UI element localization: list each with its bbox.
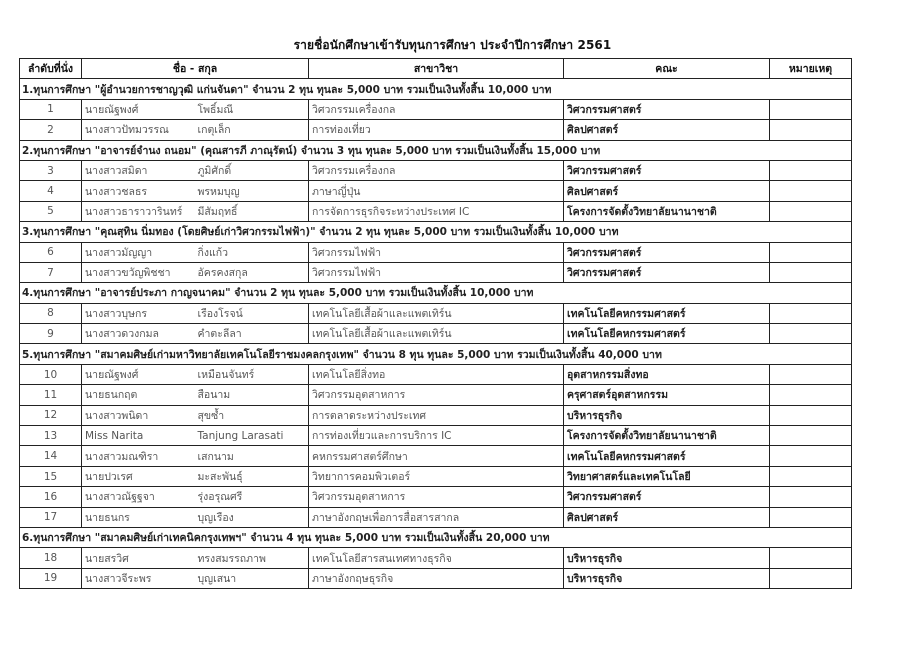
header-row (20, 59, 852, 79)
last-name: Tanjung Larasati (195, 426, 309, 446)
note (770, 120, 852, 140)
seat-number: 19 (20, 568, 82, 588)
last-name: อัครคงสกุล (195, 262, 309, 282)
seat-number: 17 (20, 507, 82, 527)
first-name: นายสรวิศ (82, 548, 195, 568)
table-row (20, 99, 852, 119)
group-heading-row (20, 344, 852, 364)
first-name: นางสาวมณฑิรา (82, 446, 195, 466)
faculty: ครุศาสตร์อุตสาหกรรม (564, 385, 770, 405)
faculty: วิทยาศาสตร์และเทคโนโลยี (564, 466, 770, 486)
note (770, 385, 852, 405)
first-name: นายปวเรศ (82, 466, 195, 486)
field-of-study: การจัดการธุรกิจระหว่างประเทศ IC (309, 201, 564, 221)
table-row (20, 242, 852, 262)
header-no: ลำดับที่นั่ง (20, 59, 82, 79)
group-heading-row (20, 140, 852, 160)
faculty: ศิลปศาสตร์ (564, 181, 770, 201)
table-row (20, 507, 852, 527)
seat-number: 6 (20, 242, 82, 262)
table-row (20, 160, 852, 180)
faculty: เทคโนโลยีคหกรรมศาสตร์ (564, 303, 770, 323)
field-of-study: การท่องเที่ยว (309, 120, 564, 140)
seat-number: 8 (20, 303, 82, 323)
last-name: มะสะพันธุ์ (195, 466, 309, 486)
seat-number: 18 (20, 548, 82, 568)
last-name: กิ่งแก้ว (195, 242, 309, 262)
table-row (20, 405, 852, 425)
first-name: นางสาวมัญญา (82, 242, 195, 262)
field-of-study: วิศวกรรมเครื่องกล (309, 160, 564, 180)
faculty: เทคโนโลยีคหกรรมศาสตร์ (564, 324, 770, 344)
seat-number: 13 (20, 426, 82, 446)
note (770, 99, 852, 119)
faculty: โครงการจัดตั้งวิทยาลัยนานาชาติ (564, 201, 770, 221)
scholarship-table (19, 58, 852, 589)
group-heading-row (20, 79, 852, 99)
note (770, 303, 852, 323)
note (770, 548, 852, 568)
note (770, 507, 852, 527)
note (770, 160, 852, 180)
faculty: เทคโนโลยีคหกรรมศาสตร์ (564, 446, 770, 466)
table-row (20, 487, 852, 507)
field-of-study: วิศวกรรมไฟฟ้า (309, 242, 564, 262)
last-name: บุญเรือง (195, 507, 309, 527)
seat-number: 2 (20, 120, 82, 140)
last-name: ภูมิศักดิ์ (195, 160, 309, 180)
table-row (20, 201, 852, 221)
table-row (20, 364, 852, 384)
table-row (20, 262, 852, 282)
seat-number: 4 (20, 181, 82, 201)
first-name: นายธนกฤต (82, 385, 195, 405)
seat-number: 1 (20, 99, 82, 119)
first-name: นางสาวดวงกมล (82, 324, 195, 344)
first-name: นางสาวสมิดา (82, 160, 195, 180)
field-of-study: ภาษาอังกฤษธุรกิจ (309, 568, 564, 588)
group-heading: 5.ทุนการศึกษา "สมาคมศิษย์เก่ามหาวิทยาลัยเทคโนโลยีราชมงคลกรุงเทพ" จำนวน 8 ทุน ทุนละ 5,000 บาท รวมเป็นเงินทั้งสิ้น 40,000 บาท (20, 344, 852, 364)
field-of-study: เทคโนโลยีสารสนเทศทางธุรกิจ (309, 548, 564, 568)
field-of-study: วิศวกรรมเครื่องกล (309, 99, 564, 119)
field-of-study: ภาษาญี่ปุ่น (309, 181, 564, 201)
header-field: สาขาวิชา (309, 59, 564, 79)
first-name: Miss Narita (82, 426, 195, 446)
table-row (20, 303, 852, 323)
seat-number: 9 (20, 324, 82, 344)
note (770, 405, 852, 425)
first-name: นางสาวปัทมวรรณ (82, 120, 195, 140)
header-faculty: คณะ (564, 59, 770, 79)
page-title: รายชื่อนักศึกษาเข้ารับทุนการศึกษา ประจำปีการศึกษา 2561 (293, 38, 612, 52)
last-name: รุ่งอรุณศรี (195, 487, 309, 507)
first-name: นางสาวณัฐฐจา (82, 487, 195, 507)
group-heading: 3.ทุนการศึกษา "คุณสุทิน นิ่มทอง (โดยศิษย์เก่าวิศวกรรมไฟฟ้า)" จำนวน 2 ทุน ทุนละ 5,000 บาท รวมเป็นเงินทั้งสิ้น 10,000 บาท (20, 222, 852, 242)
table-row (20, 324, 852, 344)
last-name: บุญเสนา (195, 568, 309, 588)
table-row (20, 426, 852, 446)
note (770, 262, 852, 282)
first-name: นางสาวจีระพร (82, 568, 195, 588)
seat-number: 3 (20, 160, 82, 180)
seat-number: 5 (20, 201, 82, 221)
first-name: นางสาวธาราวารินทร์ (82, 201, 195, 221)
seat-number: 14 (20, 446, 82, 466)
group-heading: 4.ทุนการศึกษา "อาจารย์ประภา กาญจนาคม" จำนวน 2 ทุน ทุนละ 5,000 บาท รวมเป็นเงินทั้งสิ้น 10,000 บาท (20, 283, 852, 303)
field-of-study: เทคโนโลยีเสื้อผ้าและแพตเทิร์น (309, 324, 564, 344)
last-name: เกตุเล็ก (195, 120, 309, 140)
first-name: นางสาวพนิดา (82, 405, 195, 425)
faculty: ศิลปศาสตร์ (564, 507, 770, 527)
note (770, 201, 852, 221)
table-row (20, 120, 852, 140)
group-heading: 6.ทุนการศึกษา "สมาคมศิษย์เก่าเทคนิคกรุงเทพฯ" จำนวน 4 ทุน ทุนละ 5,000 บาท รวมเป็นเงินทั้งสิ้น 20,000 บาท (20, 527, 852, 547)
faculty: บริหารธุรกิจ (564, 568, 770, 588)
first-name: นางสาวบุษกร (82, 303, 195, 323)
last-name: คำตะลีลา (195, 324, 309, 344)
table-row (20, 568, 852, 588)
field-of-study: วิทยาการคอมพิวเตอร์ (309, 466, 564, 486)
first-name: นางสาวชลธร (82, 181, 195, 201)
note (770, 364, 852, 384)
field-of-study: วิศวกรรมอุตสาหการ (309, 385, 564, 405)
note (770, 426, 852, 446)
note (770, 446, 852, 466)
note (770, 466, 852, 486)
faculty: วิศวกรรมศาสตร์ (564, 487, 770, 507)
seat-number: 16 (20, 487, 82, 507)
field-of-study: คหกรรมศาสตร์ศึกษา (309, 446, 564, 466)
seat-number: 11 (20, 385, 82, 405)
field-of-study: ภาษาอังกฤษเพื่อการสื่อสารสากล (309, 507, 564, 527)
table-row (20, 548, 852, 568)
faculty: อุตสาหกรรมสิ่งทอ (564, 364, 770, 384)
field-of-study: วิศวกรรมอุตสาหการ (309, 487, 564, 507)
seat-number: 7 (20, 262, 82, 282)
header-name: ชื่อ - สกุล (82, 59, 309, 79)
first-name: นางสาวขวัญพิชชา (82, 262, 195, 282)
note (770, 242, 852, 262)
field-of-study: เทคโนโลยีเสื้อผ้าและแพตเทิร์น (309, 303, 564, 323)
faculty: โครงการจัดตั้งวิทยาลัยนานาชาติ (564, 426, 770, 446)
seat-number: 12 (20, 405, 82, 425)
last-name: เสกนาม (195, 446, 309, 466)
faculty: ศิลปศาสตร์ (564, 120, 770, 140)
group-heading: 1.ทุนการศึกษา "ผู้อำนวยการชาญวุฒิ แก่นจันดา" จำนวน 2 ทุน ทุนละ 5,000 บาท รวมเป็นเงินทั้งสิ้น 10,000 บาท (20, 79, 852, 99)
note (770, 324, 852, 344)
faculty: บริหารธุรกิจ (564, 548, 770, 568)
first-name: นายณัฐพงศ์ (82, 99, 195, 119)
last-name: สือนาม (195, 385, 309, 405)
first-name: นายธนกร (82, 507, 195, 527)
note (770, 181, 852, 201)
table-row (20, 466, 852, 486)
seat-number: 10 (20, 364, 82, 384)
table-row (20, 446, 852, 466)
field-of-study: วิศวกรรมไฟฟ้า (309, 262, 564, 282)
header-note: หมายเหตุ (770, 59, 852, 79)
faculty: วิศวกรรมศาสตร์ (564, 160, 770, 180)
table-row (20, 385, 852, 405)
note (770, 487, 852, 507)
seat-number: 15 (20, 466, 82, 486)
field-of-study: การตลาดระหว่างประเทศ (309, 405, 564, 425)
faculty: วิศวกรรมศาสตร์ (564, 99, 770, 119)
last-name: พรหมบุญ (195, 181, 309, 201)
group-heading-row (20, 283, 852, 303)
first-name: นายณัฐพงศ์ (82, 364, 195, 384)
field-of-study: การท่องเที่ยวและการบริการ IC (309, 426, 564, 446)
faculty: บริหารธุรกิจ (564, 405, 770, 425)
group-heading-row (20, 222, 852, 242)
table-row (20, 181, 852, 201)
group-heading: 2.ทุนการศึกษา "อาจารย์จำนง ถนอม" (คุณสารภี ภาณุรัตน์) จำนวน 3 ทุน ทุนละ 5,000 บาท รวมเป็นเงินทั้งสิ้น 15,000 บาท (20, 140, 852, 160)
last-name: โพธิ์มณี (195, 99, 309, 119)
group-heading-row (20, 527, 852, 547)
last-name: ทรงสมรรถภาพ (195, 548, 309, 568)
last-name: มีสัมฤทธิ์ (195, 201, 309, 221)
last-name: เรืองโรจน์ (195, 303, 309, 323)
last-name: เหมือนจันทร์ (195, 364, 309, 384)
faculty: วิศวกรรมศาสตร์ (564, 242, 770, 262)
faculty: วิศวกรรมศาสตร์ (564, 262, 770, 282)
field-of-study: เทคโนโลยีสิ่งทอ (309, 364, 564, 384)
note (770, 568, 852, 588)
last-name: สุขซ้ำ (195, 405, 309, 425)
